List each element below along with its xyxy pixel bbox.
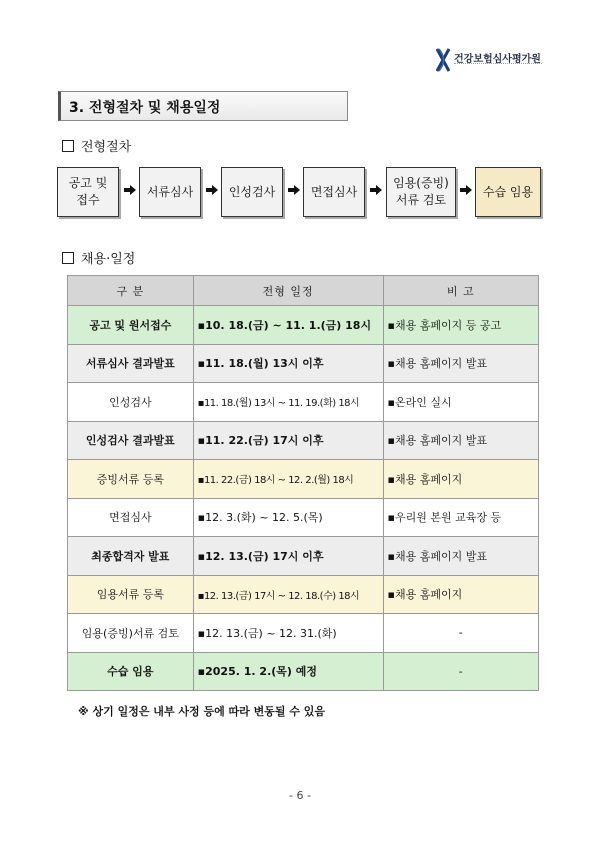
flow-step-line: 임용(증빙) [393,176,449,190]
org-logo [436,48,544,72]
row-category: 증빙서류 등록 [68,460,194,499]
row-schedule: ▪11. 18.(월) 13시 ~ 11. 19.(화) 18시 [193,383,383,422]
table-row [68,383,539,422]
flow-step-line: 수습 임용 [482,184,534,199]
row-schedule: ▪10. 18.(금) ~ 11. 1.(금) 18시 [193,306,383,345]
arrow-right-icon [123,183,137,197]
row-note: ▪온라인 실시 [383,383,538,422]
table-row [68,652,539,691]
row-schedule: ▪12. 13.(금) ~ 12. 31.(화) [193,614,383,653]
flow-step-document-review [139,167,201,217]
row-note: ▪채용 홈페이지 [383,460,538,499]
section-title: 3. 전형절차 및 채용일정 [69,100,221,116]
section-title-bar [58,91,348,121]
org-name: 건강보험심사평가원 [454,54,541,65]
row-note: ▪채용 홈페이지 발표 [383,421,538,460]
row-category: 임용(증빙)서류 검토 [68,614,194,653]
row-category: 임용서류 등록 [68,575,194,614]
row-note: - [383,652,538,691]
flow-step-probation-appointment [475,167,541,217]
row-category: 서류심사 결과발표 [68,344,194,383]
table-row [68,344,539,383]
table-row [68,614,539,653]
flow-step-line: 공고 및 [68,176,108,190]
header-category: 구 분 [68,276,194,306]
row-note: ▪채용 홈페이지 발표 [383,344,538,383]
flow-step-line: 인성검사 [228,184,276,199]
row-note: - [383,614,538,653]
flow-step-interview [303,167,365,217]
row-category: 면접심사 [68,498,194,537]
schedule-heading-label: 채용·일정 [81,252,136,267]
table-row [68,498,539,537]
row-schedule: ▪12. 3.(화) ~ 12. 5.(목) [193,498,383,537]
schedule-table [67,275,539,691]
checkbox-square-icon [62,252,74,264]
header-schedule: 전형 일정 [193,276,383,306]
arrow-right-icon [205,183,219,197]
footnote: ※ 상기 일정은 내부 사정 등에 따라 변동될 수 있음 [78,705,326,718]
checkbox-square-icon [62,140,74,152]
row-category: 인성검사 [68,383,194,422]
org-subtitle-line [454,63,542,66]
arrow-right-icon [287,183,301,197]
table-row [68,575,539,614]
arrow-right-icon [459,183,473,197]
procedure-heading [62,136,131,155]
flow-step-personality-test [221,167,283,217]
flow-step-document-check [386,167,456,217]
table-row [68,306,539,345]
row-note: ▪채용 홈페이지 등 공고 [383,306,538,345]
flow-step-line: 면접심사 [310,184,358,199]
row-category: 공고 및 원서접수 [68,306,194,345]
table-header-row [68,276,539,306]
row-note: ▪채용 홈페이지 [383,575,538,614]
org-logo-icon [436,48,450,72]
schedule-heading [62,248,135,267]
row-schedule: ▪2025. 1. 2.(목) 예정 [193,652,383,691]
row-schedule: ▪12. 13.(금) 17시 ~ 12. 18.(수) 18시 [193,575,383,614]
procedure-heading-label: 전형절차 [81,140,132,155]
flow-step-line: 접수 [76,193,100,207]
row-schedule: ▪11. 22.(금) 17시 이후 [193,421,383,460]
table-row [68,460,539,499]
arrow-right-icon [369,183,383,197]
row-category: 인성검사 결과발표 [68,421,194,460]
table-row [68,421,539,460]
row-note: ▪우리원 본원 교육장 등 [383,498,538,537]
row-note: ▪채용 홈페이지 발표 [383,537,538,576]
header-note: 비 고 [383,276,538,306]
row-category: 수습 임용 [68,652,194,691]
row-schedule: ▪12. 13.(금) 17시 이후 [193,537,383,576]
flow-step-line: 서류심사 [146,184,194,199]
row-category: 최종합격자 발표 [68,537,194,576]
flow-step-line: 서류 검토 [395,193,447,207]
page-number: - 6 - [289,789,311,802]
flow-step-announcement [57,167,119,217]
row-schedule: ▪11. 18.(월) 13시 이후 [193,344,383,383]
table-row [68,537,539,576]
row-schedule: ▪11. 22.(금) 18시 ~ 12. 2.(월) 18시 [193,460,383,499]
